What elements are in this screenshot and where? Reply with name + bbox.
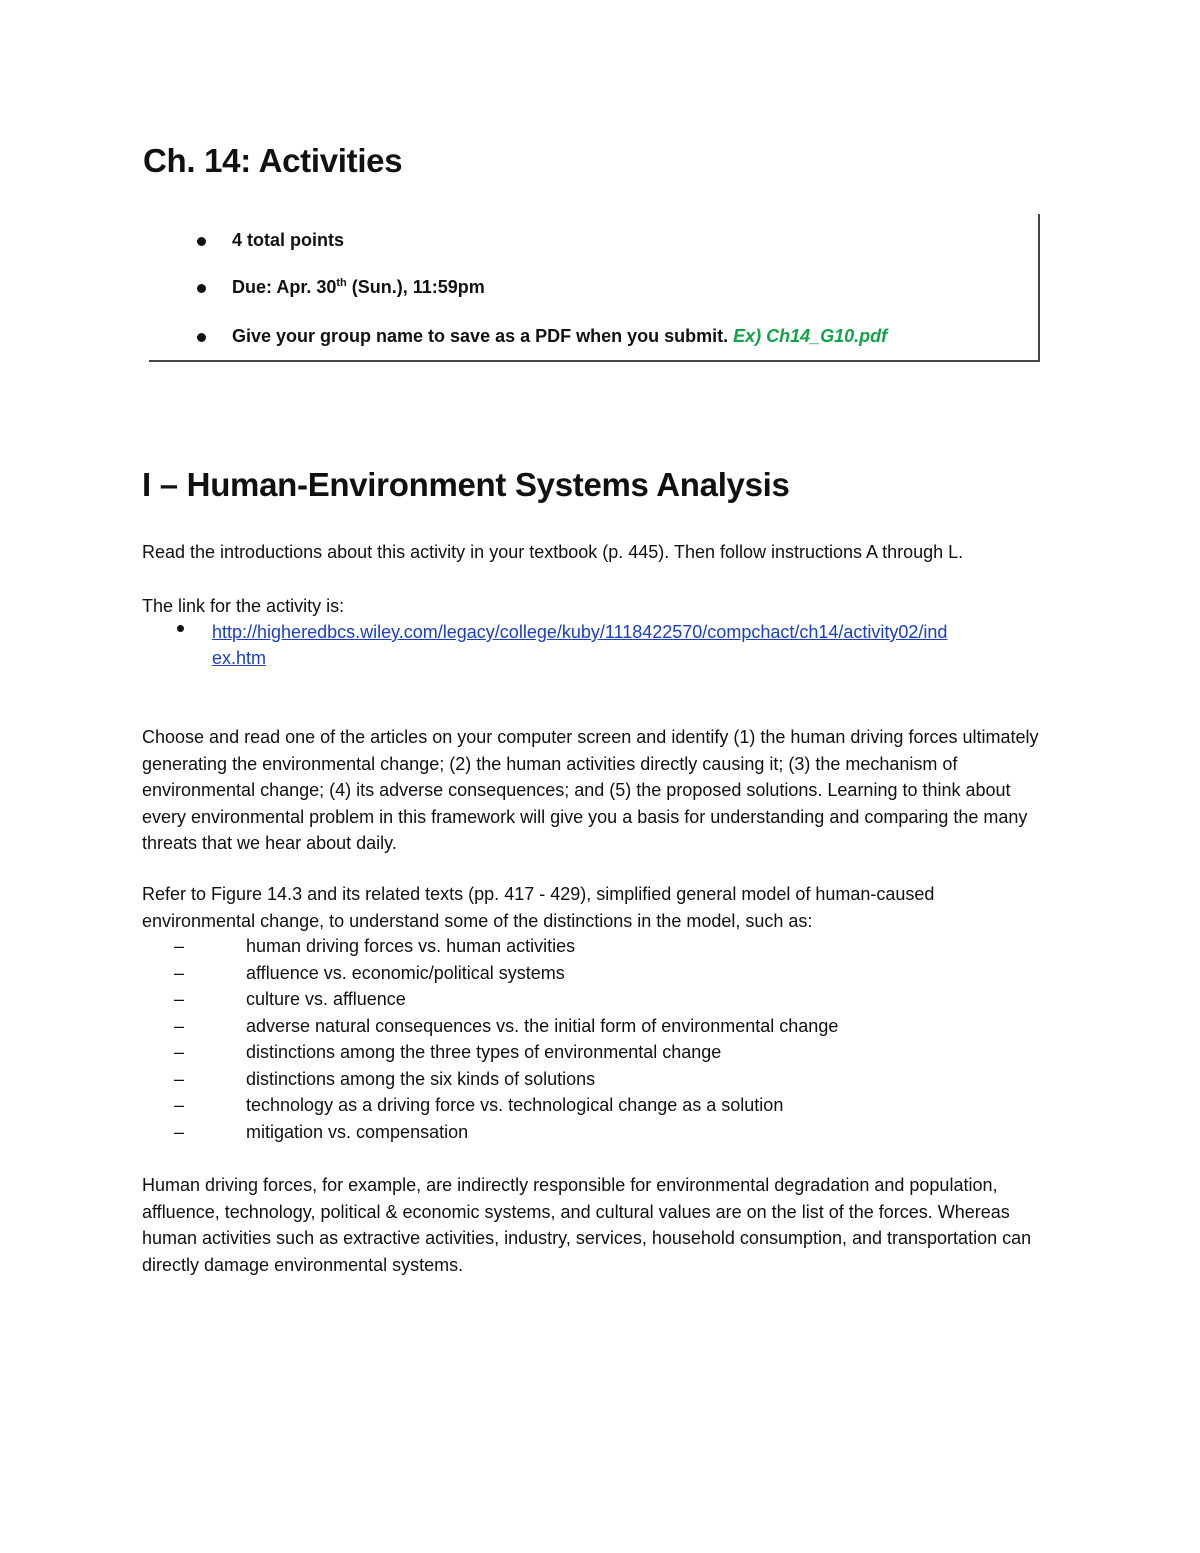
submit-example: Ex) Ch14_G10.pdf — [733, 326, 888, 346]
list-item — [174, 1092, 838, 1119]
list-item-text: distinctions among the three types of environmental change — [246, 1042, 722, 1062]
dash-marker: – — [174, 1015, 185, 1036]
dash-marker: – — [174, 1068, 185, 1089]
activity-link[interactable]: http://higheredbcs.wiley.com/legacy/college/kuby/1118422570/compchact/ch14/activity02/ind ex.htm — [212, 622, 948, 668]
distinctions-list — [174, 933, 838, 1145]
bullet-dot — [197, 284, 206, 293]
list-item — [174, 1013, 838, 1040]
due-item — [232, 277, 485, 298]
submit-text: Give your group name to save as a PDF when you submit. — [232, 326, 734, 346]
due-sup: th — [336, 277, 347, 289]
link-label: The link for the activity is: — [142, 596, 345, 616]
list-item — [174, 1119, 838, 1146]
list-item-text: affluence vs. economic/political systems — [246, 962, 565, 983]
due-prefix: Due: Apr. 30 — [232, 277, 337, 297]
bullet-dot — [197, 237, 206, 246]
intro-paragraph: Read the introductions about this activity in your textbook (p. 445). Then follow instructions A through L. — [142, 542, 964, 562]
submit-item — [232, 326, 887, 347]
section-heading: I – Human-Environment Systems Analysis — [142, 466, 790, 503]
list-item-text: technology as a driving force vs. technological change as a solution — [246, 1095, 784, 1115]
list-item-text: human driving forces vs. human activities — [246, 936, 576, 956]
dash-marker: – — [174, 989, 185, 1009]
choose-paragraph: Choose and read one of the articles on your computer screen and identify (1) the human driving forces ultimately generating the environmental change; (2) the human activities directly causing it; (3) the mechanism of environmental change; (4) its adverse consequences; and (5) the proposed solutions. Learning to think about every environmental problem in this framework will give you a basis for understanding and comparing the many threats that we hear about daily. — [142, 727, 1039, 853]
dash-marker: – — [174, 962, 185, 983]
list-item — [174, 1066, 838, 1093]
list-item — [174, 986, 838, 1013]
list-item-text: adverse natural consequences vs. the initial form of environmental change — [246, 1015, 839, 1036]
dash-marker: – — [174, 1042, 185, 1062]
human-forces-paragraph: Human driving forces, for example, are indirectly responsible for environmental degradation and population, affluence, technology, political & economic systems, and cultural values are on the list of the forces. Whereas human activities such as extractive activities, industry, services, household consumption, and transportation can directly damage environmental systems. — [142, 1175, 1032, 1275]
due-suffix: (Sun.), 11:59pm — [346, 277, 485, 297]
refer-paragraph: Refer to Figure 14.3 and its related texts (pp. 417 - 429), simplified general model of human-caused environmental change, to understand some of the distinctions in the model, such as: — [142, 884, 935, 931]
list-item — [174, 933, 838, 960]
dash-marker: – — [174, 1095, 185, 1115]
list-item — [174, 960, 838, 987]
bullet-dot — [197, 333, 206, 342]
dash-marker: – — [174, 936, 185, 956]
list-item — [174, 1039, 838, 1066]
page-title: Ch. 14: Activities — [143, 142, 403, 179]
dash-marker: – — [174, 1121, 185, 1142]
list-item-text: distinctions among the six kinds of solutions — [246, 1068, 596, 1089]
list-item-text: mitigation vs. compensation — [246, 1121, 469, 1142]
activity-link-block — [212, 619, 1072, 671]
points-item: 4 total points — [232, 230, 344, 250]
bullet-dot — [177, 625, 184, 632]
list-item-text: culture vs. affluence — [246, 989, 406, 1009]
